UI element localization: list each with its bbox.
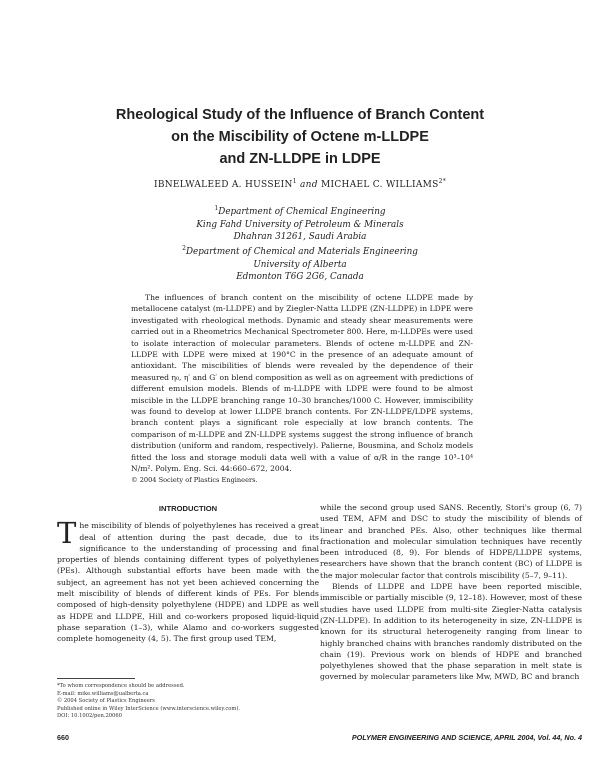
journal-citation: POLYMER ENGINEERING AND SCIENCE, APRIL 2004, Vol. 44, No. 4: [351, 733, 582, 742]
affiliation-2-line-3: Edmonton T6G 2G6, Canada: [236, 272, 364, 282]
title-line-1: Rheological Study of the Influence of Branch Content: [115, 107, 485, 123]
affiliation-2-mark: 2: [182, 245, 186, 253]
right-column: [320, 502, 582, 683]
author-list: [40, 180, 560, 190]
footnote-publication: Published online in Wiley InterScience (www.interscience.wiley.com).: [57, 705, 241, 712]
author-2: MICHAEL C. WILLIAMS: [321, 180, 439, 190]
affiliation-2-line-2: University of Alberta: [253, 259, 347, 270]
affiliation-1-line-3: Dhahran 31261, Saudi Arabia: [233, 232, 367, 242]
paper-title: [40, 104, 560, 170]
right-column-paragraph-1: while the second group used SANS. Recently, Stori's group (6, 7) used TEM, AFM and DSC to study the miscibility of blends of linear and branched PEs. Also, other techniques like thermal fractionation and molecular simulation techniques have recently been introduced (8, 9). For blends of HDPE/LLDPE systems, researchers have shown that the branch content (BC) of LLDPE is the major molecular factor that controls miscibility (5–7, 9–11).: [320, 503, 582, 580]
footnotes: [57, 683, 319, 721]
affiliation-1-department: Department of Chemical Engineering: [218, 207, 386, 217]
drop-cap: T: [57, 516, 77, 551]
introduction-heading: INTRODUCTION: [158, 504, 218, 513]
affiliation-1-line-2: King Fahd University of Petroleum & Minerals: [196, 219, 404, 230]
affiliation-1-line-1: [100, 206, 500, 219]
right-column-paragraph-2: Blends of LLDPE and LDPE have been reported miscible, immiscible or partially miscible (9, 12–18). However, most of these studies have used LLDPE from multi-site Ziegler-Natta catalysis (ZN-LLDPE). In addition to its heterogeneity in size, ZN-LLDPE is known for its structural heterogeneity ranging from linear to highly branched chains with branches randomly distributed on the chain (19). Previous work on blends of HDPE and branched polyethylenes showed that the phase separation in melt state is governed by molecular parameters like Mw, MWD, BC and branch: [320, 582, 582, 682]
title-line-2: on the Miscibility of Octene m-LLDPE: [171, 129, 429, 145]
abstract: [131, 292, 473, 486]
author-1: IBNELWALEED A. HUSSEIN: [153, 180, 293, 190]
left-column: [57, 503, 319, 645]
introduction-paragraph-1-text: he miscibility of blends of polyethylenes has received a great deal of attention during the past decade, due to its significance to the understanding of processing and final properties of blends containing different types of polyethylenes (PEs). Although substantial efforts have been made with the subject, an agreement has not yet been achieved concerning the melt miscibility of blends of different kinds of PEs. For blends composed of high-density polyethylene (HDPE) and LDPE as well as HDPE and LLDPE, Hill and co-workers proposed liquid-liquid phase separation (1–3), while Alamo and co-workers suggested complete homogeneity (4, 5). The first group used TEM,: [57, 521, 319, 644]
abstract-copyright: © 2004 Society of Plastics Engineers.: [131, 475, 258, 484]
footnote-copyright: © 2004 Society of Plastics Engineers: [57, 698, 155, 705]
author-2-affiliation-mark: 2*: [438, 178, 447, 185]
affiliation-2-department: Department of Chemical and Materials Engineering: [185, 247, 418, 257]
abstract-text: The influences of branch content on the miscibility of octene LLDPE made by metallocene catalyst (m-LLDPE) and by Ziegler-Natta LLDPE (ZN-LLDPE) in LDPE were investigated with rheological methods. Dynamic and steady shear measurements were carried out in a Rheometrics Mechanical Spectrometer 800. Here, m-LLDPEs were used to isolate interaction of molecular parameters. Blends of octene m-LLDPE and ZN-LLDPE with LDPE were mixed at 190°C in the presence of an adequate amount of antioxidant. The miscibilities of blends were revealed by the dependence of their measured η₀, η′ and G′ on blend composition as well as on agreement with predictions of different emulsion models. Blends of m-LLDPE with LDPE were found to be almost miscible in the LLDPE branching range 10–30 branches/1000 C. However, immiscibility was found to develop at lower LLDPE branch contents. For ZN-LLDPE/LDPE systems, branch content plays a significant role especially at low branch contents. The comparison of m-LLDPE and ZN-LLDPE systems suggest the strong influence of branch distribution (uniform and random, respectively). Palierne, Bousmina, and Scholz models fitted the loss and storage moduli data well with a value of α/R in the range 10³–10⁴ N/m². Polym. Eng. Sci. 44:660–672, 2004.: [131, 293, 473, 474]
affiliation-2-line-1: [100, 246, 500, 259]
affiliation-1-mark: 1: [214, 205, 219, 213]
introduction-paragraph-1: [57, 516, 319, 644]
affiliation-1: [100, 206, 500, 244]
author-conjunction: and: [300, 180, 318, 190]
page-number: 660: [57, 733, 69, 742]
footnote-email: E-mail: mike.williams@ualberta.ca: [57, 690, 149, 697]
footnote-correspondence: *To whom correspondence should be addressed.: [57, 683, 185, 689]
author-1-affiliation-mark: 1: [292, 178, 297, 185]
footnote-doi: DOI: 10.1002/pen.20060: [57, 713, 122, 720]
affiliation-2: [100, 246, 500, 284]
title-line-3: and ZN-LLDPE in LDPE: [219, 151, 381, 167]
footnote-divider: [57, 678, 135, 679]
